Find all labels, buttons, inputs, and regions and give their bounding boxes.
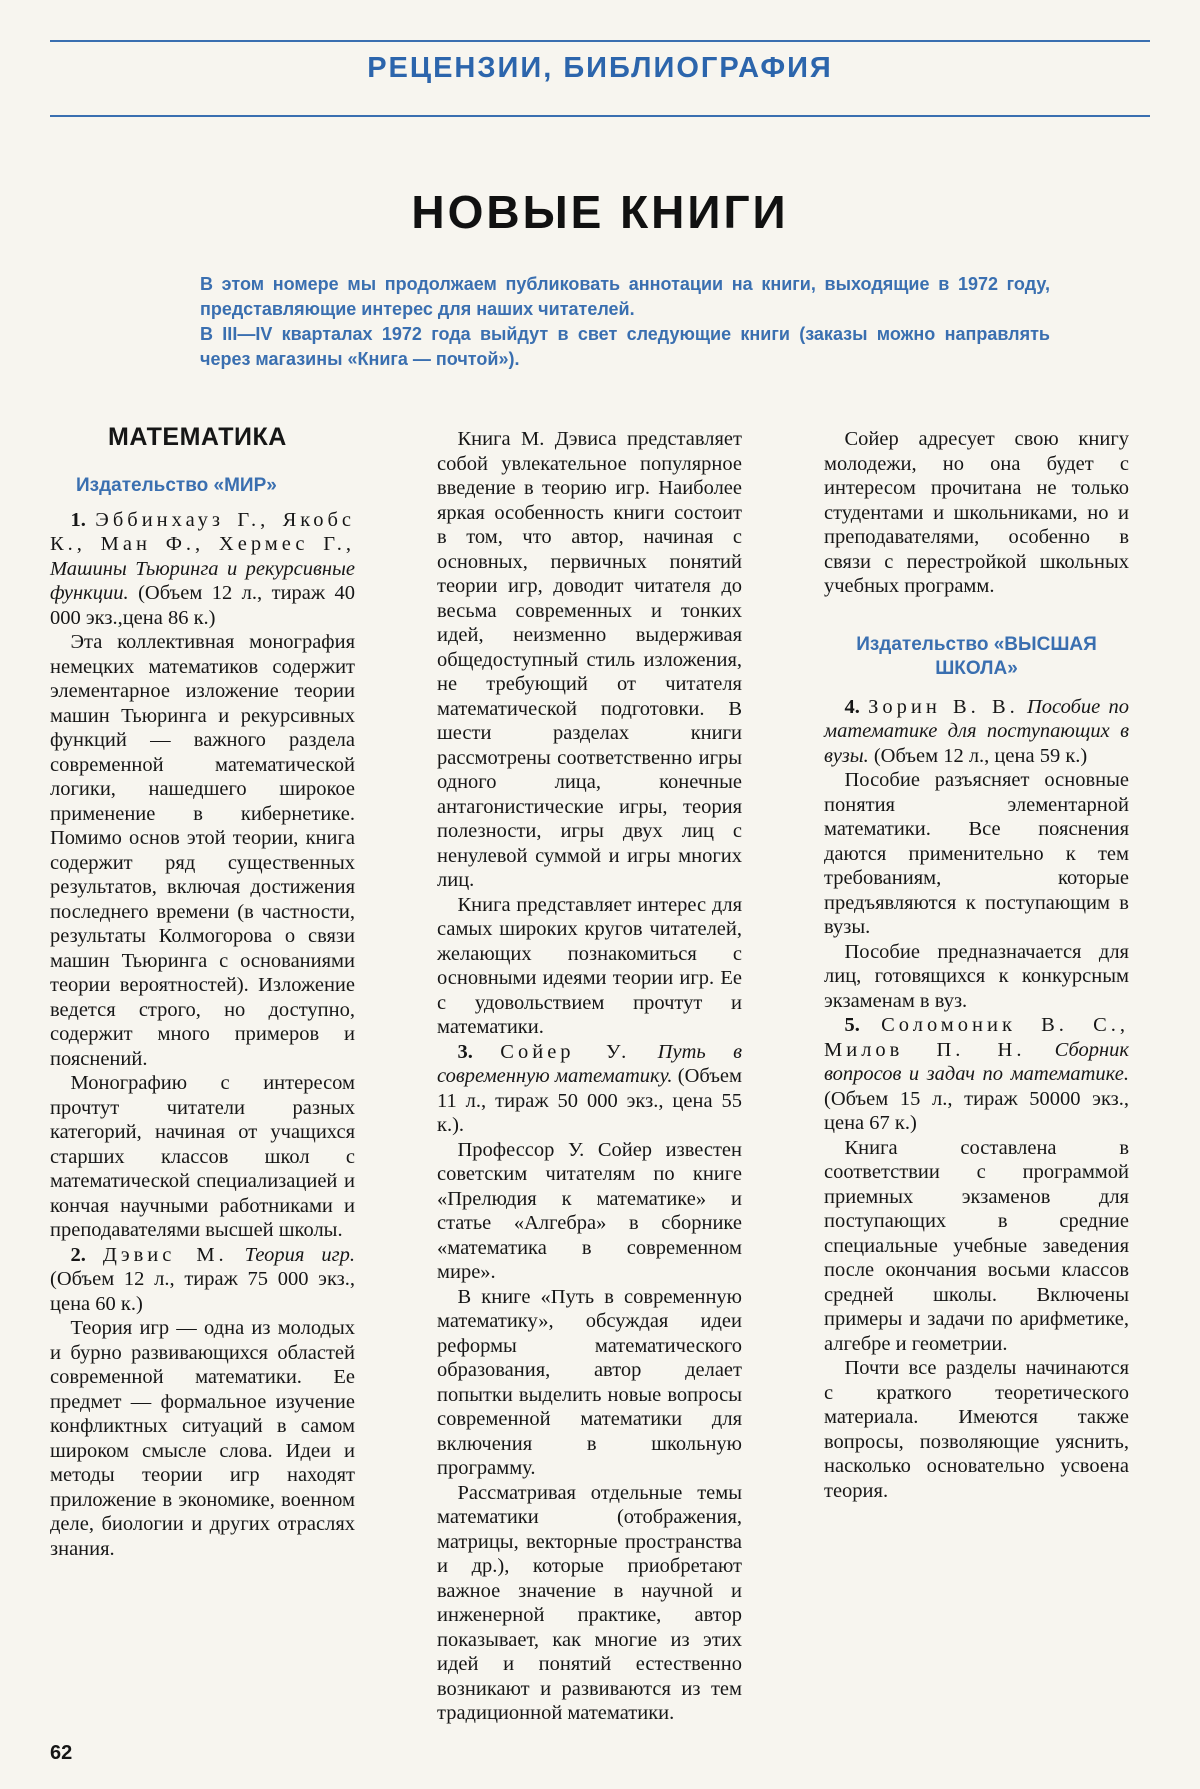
book-2-number: 2. [70,1243,86,1266]
book-4-desc-1: Пособие разъясняет основные понятия элементарной математики. Все пояснения даются применительно к тем требованиям, которые предъявляются к поступающим в вузы. [824,769,1129,938]
publisher-mir: Издательство «МИР» [76,474,277,496]
book-1-desc-1: Эта коллективная монография немецких математиков содержит элементарное изложение теории машин Тьюринга и рекурсивных функций — важного раздела современной математической логики, нашедшего широкое применение в кибернетике. Помимо основ этой теории, книга содержит ряд существенных результатов, включая достижения последнего времени (в частности, результаты Колмогорова о связи машин Тьюринга с основаниями теории вероятностей). Изложение ведется строго, но доступно, содержит много примеров и пояснений. [50,631,355,1070]
book-5-number: 5. [844,1014,860,1036]
book-3-entry [437,1040,742,1138]
book-1-details: (Объем 12 л., тираж 40 000 экз.,цена 86 к.) [50,582,355,629]
book-3-desc-2: В книге «Путь в современную математику», обсуждая идеи реформы математического образования, автор делает попытки выделить новые вопросы современной математики для включения в школьную программу. [437,1285,742,1479]
book-1-entry [50,508,355,631]
book-3-title: Путь в современную математику. [437,1040,743,1087]
book-2-desc-2: Книга М. Дэвиса представляет собой увлекательное популярное введение в теорию игр. Наиболее яркая особенность книги состоит в том, что автор, начиная с основных, первичных понятий теории игр, доводит читателя до весьма современных и тонких идей, неизменно выдерживая общедоступный стиль изложения, не требующий от читателя математической подготовки. В шести разделах книги рассмотрены соответственно игры одного лица, конечные антагонистические игры, теория полезности, игры двух лиц с ненулевой суммой и игры многих лиц. [437,428,742,891]
book-5-details: (Объем 15 л., тираж 50000 экз., цена 67 к.) [824,1087,1129,1134]
book-3-desc-1: Профессор У. Сойер известен советским читателям по книге «Прелюдия к математике» и статье «Алгебра» в сборнике «математика в современном мире». [437,1138,742,1283]
book-3-details: (Объем 11 л., тираж 50 000 экз., цена 55 к.). [437,1065,742,1136]
book-2-title: Теория игр. [244,1243,356,1266]
book-4-title: Пособие по математике для поступающих в вузы. [824,695,1129,767]
section-header: РЕЦЕНЗИИ, БИБЛИОГРАФИЯ [367,52,833,84]
book-5-title: Сборник вопросов и задач по математике. [824,1038,1130,1085]
book-4-authors: Зорин В. В. [868,695,1019,718]
book-4-number: 4. [844,695,860,718]
header-rule-bottom [50,115,1150,117]
book-4-desc-2: Пособие предназначается для лиц, готовящихся к конкурсным экзаменам в вуз. [824,940,1129,1012]
book-1-title: Машины Тьюринга и рекурсивные функции. [50,557,355,604]
column-2 [437,427,742,1726]
book-3-authors: Сойер У. [500,1040,631,1063]
page-number: 62 [50,1742,73,1764]
publisher-vysshaya-shkola: Издательство «ВЫСШАЯ ШКОЛА» [856,633,1097,679]
column-1 [50,425,355,1561]
book-1-number: 1. [70,508,86,531]
intro-paragraph-1: В этом номере мы продолжаем публиковать аннотации на книги, выходящие в 1972 году, представляющие интерес для наших читателей. [200,274,1050,319]
book-5-desc-2: Почти все разделы начинаются с краткого теоретического материала. Имеются также вопросы, позволяющие уяснить, насколько основательно усвоена теория. [824,1357,1129,1502]
intro-paragraph-2: В III—IV кварталах 1972 года выйдут в свет следующие книги (заказы можно направлять через магазины «Книга — почтой»). [200,324,1050,369]
column-3 [824,427,1129,1503]
book-2-desc-1: Теория игр — одна из молодых и бурно развивающихся областей современной математики. Ее предмет — формальное изучение конфликтных ситуаций в самом широком смысле слова. Идеи и методы теории игр находят приложение в экономике, военном деле, биологии и других отраслях знания. [50,1317,355,1560]
book-4-details: (Объем 12 л., цена 59 к.) [873,744,1088,767]
book-2-desc-3: Книга представляет интерес для самых широких кругов читателей, желающих познакомиться с основными идеями теории игр. Ее с удовольствием прочтут и математики. [437,893,742,1038]
book-5-entry [824,1013,1129,1136]
book-2-details: (Объем 12 л., тираж 75 000 экз., цена 60 к.) [50,1268,355,1315]
book-5-authors: Соломоник В. С., Милов П. Н. [824,1014,1130,1061]
book-2-authors: Дэвис М. [102,1243,228,1266]
intro-block [200,272,1050,372]
book-1-authors: Эббинхауз Г., Якобс К., Ман Ф., Хермес Г., [50,508,356,555]
header-rule-top [50,40,1150,42]
book-1-desc-2: Монографию с интересом прочтут читатели разных категорий, начиная от учащихся старших классов школ с математической специализацией и кончая научными работниками и преподавателями высшей школы. [50,1072,355,1241]
book-2-entry [50,1243,355,1317]
book-3-number: 3. [457,1040,473,1063]
page-title: НОВЫЕ КНИГИ [411,186,789,238]
book-4-entry [824,695,1129,769]
category-heading: МАТЕМАТИКА [108,423,287,451]
book-3-desc-3: Рассматривая отдельные темы математики (отображения, матрицы, векторные пространства и др.), которые приобретают важное значение в научной и инженерной практике, автор показывает, как многие из этих идей и понятий естественно возникают и развиваются из тем традиционной математики. [437,1481,742,1724]
book-5-desc-1: Книга составлена в соответствии с программой приемных экзаменов для поступающих в средние специальные учебные заведения после окончания восьми классов средней школы. Включены примеры и задачи по арифметике, алгебре и геометрии. [824,1136,1129,1355]
book-3-desc-4: Сойер адресует свою книгу молодежи, но она будет с интересом прочитана не только студентами и школьниками, но и преподавателями, особенно в связи с перестройкой школьных учебных программ. [824,428,1129,597]
